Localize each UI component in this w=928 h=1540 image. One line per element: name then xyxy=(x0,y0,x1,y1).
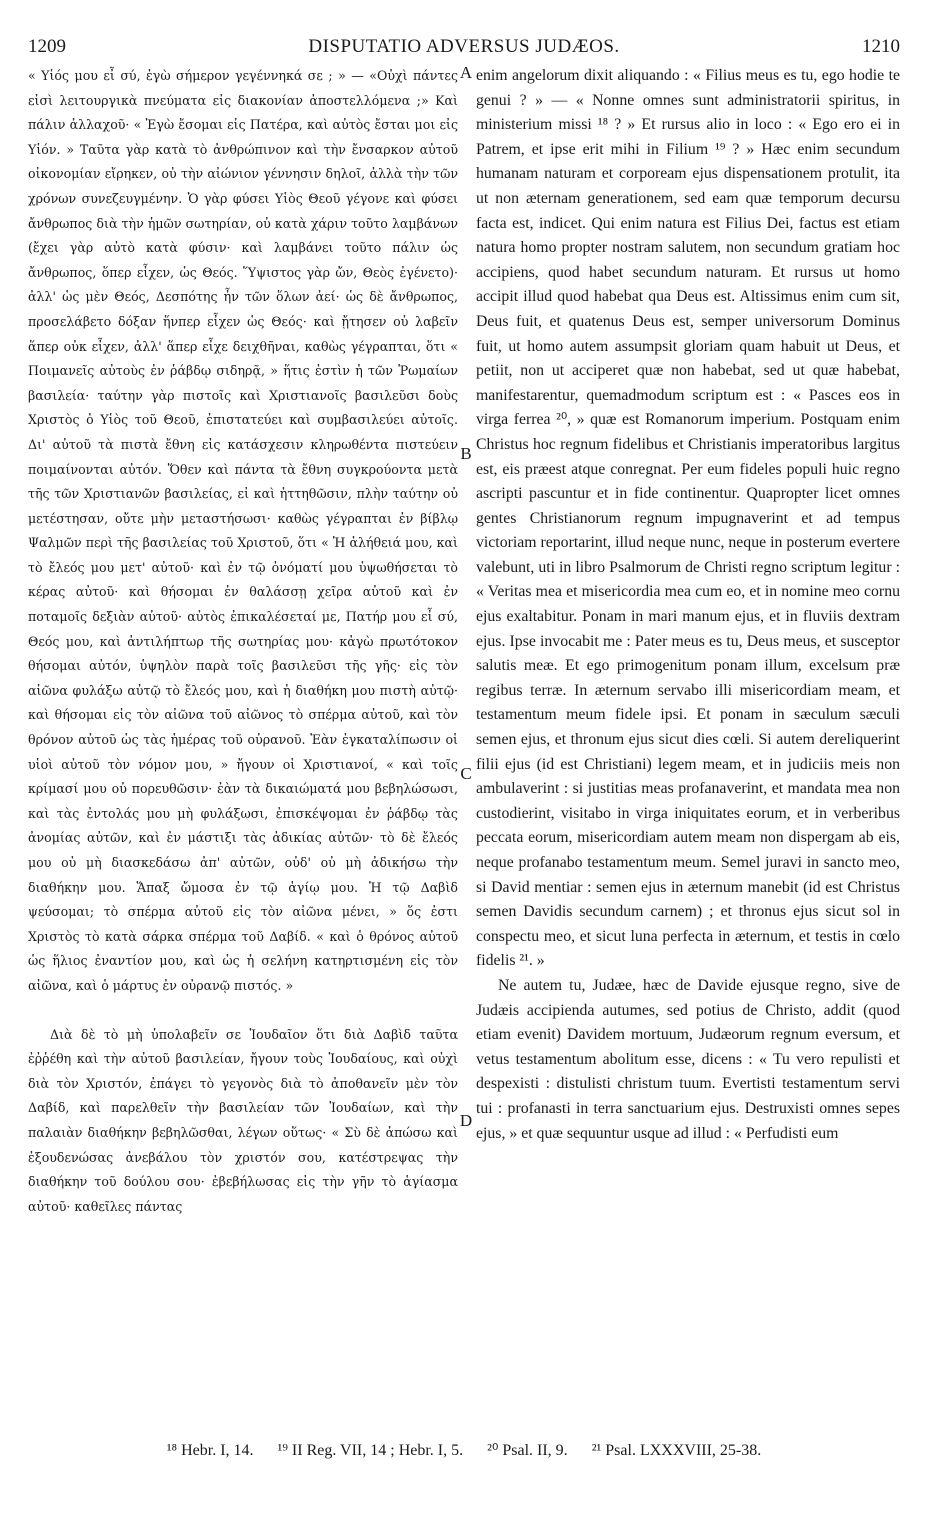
running-title: DISPUTATIO ADVERSUS JUDÆOS. xyxy=(308,36,620,57)
latin-paragraph-2: Ne autem tu, Judæe, hæc de Davide ejusque regno, sive de Judæis accipienda autumes, sed potius de Christo, addit (quod etiam evenit) Davidem mortuum, Judæorum regnum eversum, et vetus testamentum abolitum esse, dicens : « Tu vero repulisti et despexisti : distulisti christum tuum. Evertisti testamentum servi tui : profanasti in terra sanctuarium ejus. Destruxisti omnes sepes ejus, » et quæ sequuntur usque ad illud : « Perfudisti eum xyxy=(476,976,900,1142)
margin-mark-b: B xyxy=(460,444,472,463)
latin-column xyxy=(476,64,900,1146)
margin-mark-a: A xyxy=(459,63,473,82)
footnotes xyxy=(28,1440,900,1460)
footnote-18: ¹⁸ Hebr. I, 14. xyxy=(166,1442,254,1459)
page-number-left: 1209 xyxy=(28,36,66,57)
running-header xyxy=(28,36,900,60)
margin-mark-c: C xyxy=(460,764,472,783)
footnote-19: ¹⁹ II Reg. VII, 14 ; Hebr. I, 5. xyxy=(277,1442,464,1459)
footnote-20: ²⁰ Psal. II, 9. xyxy=(487,1442,568,1459)
page-number-right: 1210 xyxy=(862,36,900,57)
greek-paragraph-1: « Υἱός μου εἶ σύ, ἐγὼ σήμερον γεγέννηκά σε ; » — «Οὐχὶ πάντες εἰσὶ λειτουργικὰ πνεύματα εἰς διακονίαν ἀποστελλόμενα ;» Καὶ πάλιν ἀλλαχοῦ· « Ἐγὼ ἔσομαι εἰς Πατέρα, καὶ αὐτὸς ἔσται μοι εἰς Υἱόν. » Ταῦτα γὰρ κατὰ τὸ ἀνθρώπινον καὶ τὴν ἔνσαρκον αὐτοῦ οἰκονομίαν εἴρηκεν, οὐ τὴν αἰώνιον γέννησιν δηλοῖ, ἀλλὰ τὴν τῶν χρόνων συνεζευγμένην. Ὁ γὰρ φύσει Υἱὸς Θεοῦ γέγονε καὶ φύσει ἄνθρωπος διὰ τὴν ἡμῶν σωτηρίαν, οὐ κατὰ χάριν τοῦτο λαμβάνων (ἔχει γὰρ αὐτὸ κατὰ φύσιν· καὶ λαμβάνει τοῦτο πάλιν ὡς ἄνθρωπος, ὅπερ εἶχεν, ὡς Θεός. Ὕψιστος γὰρ ὤν, Θεὸς ἐγένετο)· ἀλλ' ὡς μὲν Θεός, Δεσπότης ἦν τῶν ὅλων ἀεί· ὡς δὲ ἄνθρωπος, προσελάβετο δόξαν ἥνπερ εἶχεν ὡς Θεός· καὶ ᾔτησεν οὐ λαβεῖν ἅπερ οὐκ εἶχεν, ἀλλ' ἅπερ εἶχε δειχθῆναι, καθὼς γέγραπται, ὅτι « Ποιμανεῖς αὐτοὺς ἐν ῥάβδῳ σιδηρᾷ, » ἥτις ἐστὶν ἡ τῶν Ῥωμαίων βασιλεία· ταύτην γὰρ πιστοῖς καὶ Χριστιανοῖς βασιλεῦσι δοὺς Χριστὸς ὁ Υἱὸς τοῦ Θεοῦ, ἐπιστατεύει καὶ συμβασιλεύει αὐτοῖς. Δι' αὐτοῦ τὰ πιστὰ ἔθνη εἰς κατάσχεσιν κληρωθέντα πιστεύειν ποιμαίνονται αὐτόν. Ὅθεν καὶ πάντα τὰ ἔθνη συγκρούοντα μετὰ τῆς τῶν Χριστιανῶν βασιλείας, εἰ καὶ ἡττηθῶσιν, πλὴν ταύτην οὐ μετέστησαν, οὔτε μὴν μεταστήσωσι· καθὼς γέγραπται ἐν βίβλῳ Ψαλμῶν περὶ τῆς βασιλείας τοῦ Χριστοῦ, ὅτι « Ἡ ἀλήθειά μου, καὶ τὸ ἔλεός μου μετ' αὐτοῦ· καὶ ἐν τῷ ὀνόματί μου ὑψωθήσεται τὸ κέρας αὐτοῦ· καὶ θήσομαι ἐν θαλάσσῃ χεῖρα αὐτοῦ καὶ ἐν ποταμοῖς δεξιὰν αὐτοῦ· αὐτὸς ἐπικαλέσεταί με, Πατήρ μου εἶ σύ, Θεός μου, καὶ ἀντιλήπτωρ τῆς σωτηρίας μου· κἀγὼ πρωτότοκον θήσομαι αὐτόν, ὑψηλὸν παρὰ τοῖς βασιλεῦσι τῆς γῆς· εἰς τὸν αἰῶνα φυλάξω αὐτῷ τὸ ἔλεός μου, καὶ ἡ διαθήκη μου πιστὴ αὐτῷ· καὶ θήσομαι εἰς τὸν αἰῶνα τοῦ αἰῶνος τὸ σπέρμα αὐτοῦ, καὶ τὸν θρόνον αὐτοῦ ὡς τὰς ἡμέρας τοῦ οὐρανοῦ. Ἐὰν ἐγκαταλίπωσιν οἱ υἱοὶ αὐτοῦ τὸν νόμον μου, » ἤγουν οἱ Χριστιανοί, « καὶ τοῖς κρίμασί μου οὐ πορευθῶσιν· ἐὰν τὰ δικαιώματά μου βεβηλώσωσι, καὶ τὰς ἐντολάς μου μὴ φυλάξωσι, ἐπισκέψομαι ἐν ῥάβδῳ τὰς ἀνομίας αὐτῶν, καὶ ἐν μάστιξι τὰς ἀδικίας αὐτῶν· τὸ δὲ ἔλεός μου οὐ μὴ διασκεδάσω ἀπ' αὐτῶν, οὐδ' οὐ μὴ ἀδικήσω τὴν διαθήκην μου. Ἅπαξ ὤμοσα ἐν τῷ ἁγίῳ μου. Ἡ τῷ Δαβὶδ ψεύσομαι; τὸ σπέρμα αὐτοῦ εἰς τὸν αἰῶνα μένει, » ὅς ἐστι Χριστὸς τὸ κατὰ σάρκα σπέρμα τοῦ Δαβίδ. « καὶ ὁ θρόνος αὐτοῦ ὡς ἥλιος ἐναντίον μου, καὶ ὡς ἡ σελήνη κατηρτισμένη εἰς τὸν αἰῶνα, καὶ ὁ μάρτυς ἐν οὐρανῷ πιστός. » xyxy=(28,68,458,993)
greek-column xyxy=(28,64,458,1219)
greek-paragraph-2: Διὰ δὲ τὸ μὴ ὑπολαβεῖν σε Ἰουδαῖον ὅτι διὰ Δαβὶδ ταῦτα ἐῤῥέθη καὶ τὴν αὐτοῦ βασιλείαν, ἤγουν τοὺς Ἰουδαίους, καὶ οὐχὶ διὰ τὸν Χριστόν, ἐπάγει τὸ γεγονὸς διὰ τὸ ἀποθανεῖν μὲν τὸν Δαβίδ, καὶ παρελθεῖν τὴν βασιλείαν τῶν Ἰουδαίων, καὶ τὴν παλαιὰν διαθήκην βεβηλῶσθαι, λέγων οὕτως· « Σὺ δὲ ἀπώσω καὶ ἐξουδενώσας ἀνεβάλου τὸν χριστόν σου, κατέστρεψας τὴν διαθήκην τοῦ δούλου σου· ἐβεβήλωσας εἰς τὴν γῆν τὸ ἁγίασμα αὐτοῦ· καθεῖλες πάντας xyxy=(28,1026,458,1214)
footnote-21: ²¹ Psal. LXXXVIII, 25-38. xyxy=(591,1442,762,1459)
latin-paragraph-1: enim angelorum dixit aliquando : « Filius meus es tu, ego hodie te genui ? » — « Nonne omnes sunt administratorii spiritus, in ministerium missi ¹⁸ ? » Et rursus alio in loco : « Ego ero ei in Patrem, et ipse erit mihi in Filium ¹⁹ ? » Hæc enim secundum humanam naturam et corpoream ejus dispensationem protulit, ita ut non æternam generationem, sed eam quæ temporum decursu facta est, indicet. Qui enim natura est Filius Dei, factus est etiam natura homo propter nostram salutem, non secundum gratiam hoc accipiens, quod habet secundum naturam. Et rursus ut homo accipit illud quod habebat qua Deus est. Altissimus enim cum sit, Deus fuit, et quatenus Deus est, semper universorum Dominus fuit, ut homo autem assumpsit gloriam quam habuit ut Deus, et petiit, non ut acciperet quæ non habebat, sed ut quæ habebat, manifestarentur, quemadmodum scriptum est : « Pasces eos in virga ferrea ²⁰, » quæ est Romanorum imperium. Postquam enim Christus hoc regnum fidelibus et Christianis imperatoribus largitus est, eis præest atque conregnat. Per eum fideles populi huic regno ascripti pascuntur et in fide continentur. Quapropter licet omnes gentes Christianorum regnum impugnaverint et ad tempus victoriam reportarint, illud neque nunc, neque in posterum evertere valebunt, uti in libro Psalmorum de Christi regno scriptum legitur : « Veritas mea et misericordia mea cum eo, et in nomine meo cornu ejus exaltabitur. Ponam in mari manum ejus, et in fluviis dextram ejus. Ipse invocabit me : Pater meus es tu, Deus meus, et susceptor salutis meæ. Et ego primogenitum ponam illum, excelsum præ regibus terræ. In æternum servabo illi misericordiam meam, et testamentum meum fidele ipsi. Et ponam in sæculum sæculi semen ejus, et thronum ejus sicut dies cœli. Si autem dereliquerint filii ejus (id est Christiani) legem meam, et in judiciis meis non ambulaverint : si justitias meas profanaverint, et mandata mea non custodierint, visitabo in virga iniquitates eorum, et in verberibus peccata eorum, misericordiam autem meam non dispergam ab eis, neque profanabo testamentum meum. Semel juravi in sancto meo, si David mentiar : semen ejus in æternum manebit (id est Christus semen Davidis secundum carnem) ; et thronus ejus sicut sol in conspectu meo, et sicut luna perfecta in æternum, et testis in cœlo fidelis ²¹. » xyxy=(476,67,900,970)
margin-mark-d: D xyxy=(459,1111,473,1130)
